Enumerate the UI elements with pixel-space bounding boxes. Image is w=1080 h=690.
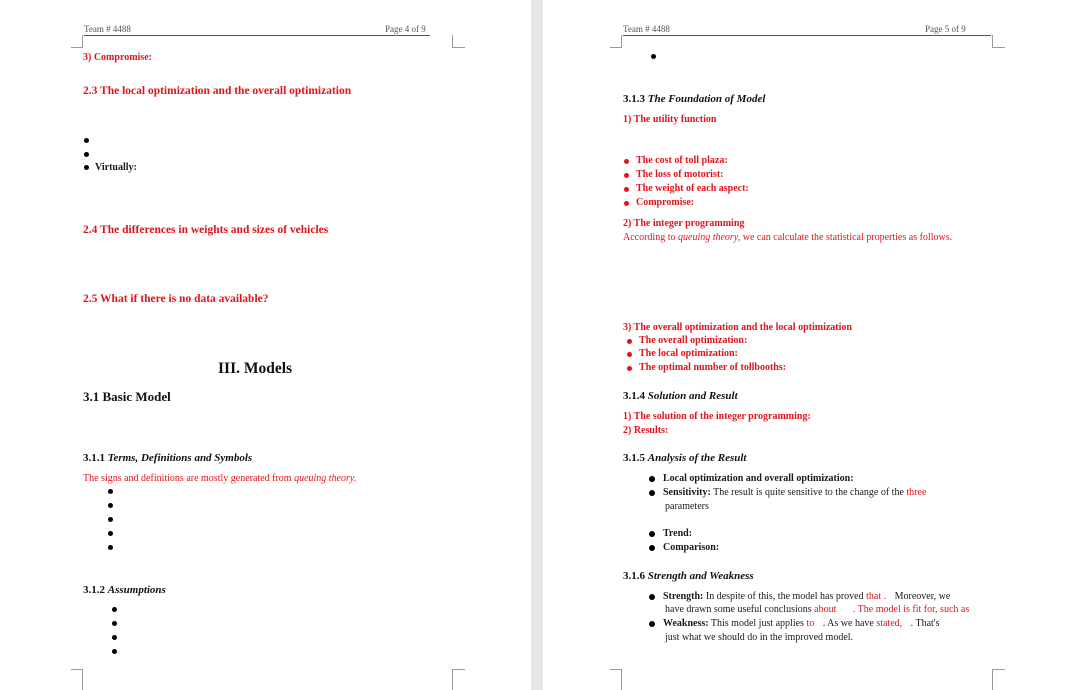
bullet: [627, 339, 632, 344]
header-page-number: Page 4 of 9: [385, 24, 426, 34]
strength-line2-red: . The model is fit for,: [852, 604, 938, 615]
crop-mark: [610, 35, 622, 48]
crop-mark: [71, 669, 83, 690]
crop-mark: [992, 35, 1005, 48]
overall-local-heading: 3) The overall optimization and the local optimization: [623, 322, 852, 333]
section-2-3-heading: 2.3 The local optimization and the overall optimization: [83, 85, 352, 97]
section-title: Terms, Definitions and Symbols: [107, 452, 253, 464]
section-title: Solution and Result: [647, 390, 738, 402]
terms-italic: queuing theory.: [294, 473, 357, 484]
strength-line2-red: about: [814, 604, 837, 615]
header-team: Team # 4488: [84, 24, 131, 34]
bullet: [112, 649, 117, 654]
bullet: [108, 489, 113, 494]
strength-line-2: [665, 604, 969, 615]
bullet: [649, 621, 655, 627]
strength-item: [663, 591, 950, 602]
bullet: [84, 152, 89, 157]
list-item: The cost of toll plaza:: [636, 155, 728, 166]
section-3-1-5-heading: [623, 452, 746, 464]
sensitivity-red: three: [906, 487, 927, 498]
section-title: Strength and Weakness: [647, 570, 754, 582]
section-3-1-2-heading: [83, 584, 166, 596]
bullet: [624, 173, 629, 178]
strength-line2-red: such as: [940, 604, 970, 615]
section-3-1-3-heading: [623, 93, 765, 105]
section-2-5-heading: 2.5 What if there is no data available?: [83, 293, 269, 305]
bullet: [651, 54, 656, 59]
comparison-item: Comparison:: [663, 542, 720, 553]
bullet: [649, 594, 655, 600]
bullet: [649, 531, 655, 537]
according-text-end: we can calculate the statistical properties as follows.: [742, 232, 953, 243]
section-title: Analysis of the Result: [647, 452, 747, 464]
section-title: The Foundation of Model: [647, 93, 766, 105]
crop-mark: [71, 35, 83, 48]
section-3-1-6-heading: [623, 570, 754, 582]
bullet: [649, 476, 655, 482]
section-title: Assumptions: [107, 584, 166, 596]
header-team: Team # 4488: [623, 24, 670, 34]
bullet: [108, 545, 113, 550]
crop-mark: [452, 35, 465, 48]
models-title: III. Models: [218, 360, 293, 377]
trend-item: Trend:: [663, 528, 693, 539]
virtually-label: Virtually:: [95, 162, 137, 173]
strength-more: Moreover, we: [894, 591, 951, 602]
solution-heading: 1) The solution of the integer programming:: [623, 411, 811, 422]
section-number: 3.1.5: [623, 452, 645, 464]
bullet: [108, 517, 113, 522]
weakness-label: Weakness:: [663, 618, 709, 629]
terms-paragraph: [83, 473, 356, 484]
weakness-red: to: [806, 618, 815, 629]
sensitivity-item: [663, 487, 926, 498]
bullet: [624, 187, 629, 192]
crop-mark: [992, 669, 1005, 690]
bullet: [649, 490, 655, 496]
bullet: [112, 607, 117, 612]
weakness-text: This model just applies: [710, 618, 804, 629]
bullet: [112, 621, 117, 626]
weakness-item: [663, 618, 940, 629]
sensitivity-text: The result is quite sensitive to the change of the: [713, 487, 904, 498]
list-item: The local optimization:: [639, 348, 738, 359]
list-item: The loss of motorist:: [636, 169, 724, 180]
section-number: 3.1.1: [83, 452, 105, 464]
weakness-line-2: just what we should do in the improved model.: [665, 632, 854, 643]
according-paragraph: [623, 232, 952, 243]
section-number: 3.1.4: [623, 390, 645, 402]
section-number: 3.1.3: [623, 93, 645, 105]
bullet: [112, 635, 117, 640]
strength-line2-text: have drawn some useful conclusions: [665, 604, 812, 615]
header-rule: [623, 35, 991, 36]
crop-mark: [452, 669, 465, 690]
strength-text: In despite of this, the model has proved: [705, 591, 864, 602]
list-item: The optimal number of tollbooths:: [639, 362, 787, 373]
utility-heading: 1) The utility function: [623, 114, 717, 125]
bullet: [108, 503, 113, 508]
local-overall-item: Local optimization and overall optimization:: [663, 473, 854, 484]
section-3-1-heading: 3.1 Basic Model: [83, 389, 171, 404]
bullet: [624, 201, 629, 206]
header-rule: [84, 35, 430, 36]
list-item: The overall optimization:: [639, 335, 748, 346]
weakness-mid: . As we have: [822, 618, 874, 629]
compromise-heading: 3) Compromise:: [83, 52, 152, 63]
sensitivity-label: Sensitivity:: [663, 487, 711, 498]
section-3-1-4-heading: [623, 390, 738, 402]
bullet: [627, 352, 632, 357]
parameters-text: parameters: [665, 501, 709, 512]
section-number: 3.1.6: [623, 570, 645, 582]
section-number: 3.1.2: [83, 584, 105, 596]
section-3-1-1-heading: [83, 452, 252, 464]
terms-text: The signs and definitions are mostly generated from: [83, 473, 292, 484]
bullet: [649, 545, 655, 551]
results-heading: 2) Results:: [623, 425, 669, 436]
bullet: [84, 165, 89, 170]
integer-programming-heading: 2) The integer programming: [623, 218, 745, 229]
list-item: Compromise:: [636, 197, 695, 208]
strength-red: that .: [866, 591, 887, 602]
document-page-left: [0, 0, 531, 690]
crop-mark: [610, 669, 622, 690]
list-item: The weight of each aspect:: [636, 183, 749, 194]
bullet: [624, 159, 629, 164]
header-page-number: Page 5 of 9: [925, 24, 966, 34]
according-italic: queuing theory,: [678, 232, 741, 243]
bullet: [627, 366, 632, 371]
section-2-4-heading: 2.4 The differences in weights and sizes of vehicles: [83, 224, 329, 236]
weakness-red: stated,: [876, 618, 903, 629]
bullet: [108, 531, 113, 536]
document-page-right: [543, 0, 1080, 690]
bullet: [84, 138, 89, 143]
strength-label: Strength:: [663, 591, 704, 602]
weakness-end: . That's: [910, 618, 940, 629]
according-text: According to: [623, 232, 676, 243]
